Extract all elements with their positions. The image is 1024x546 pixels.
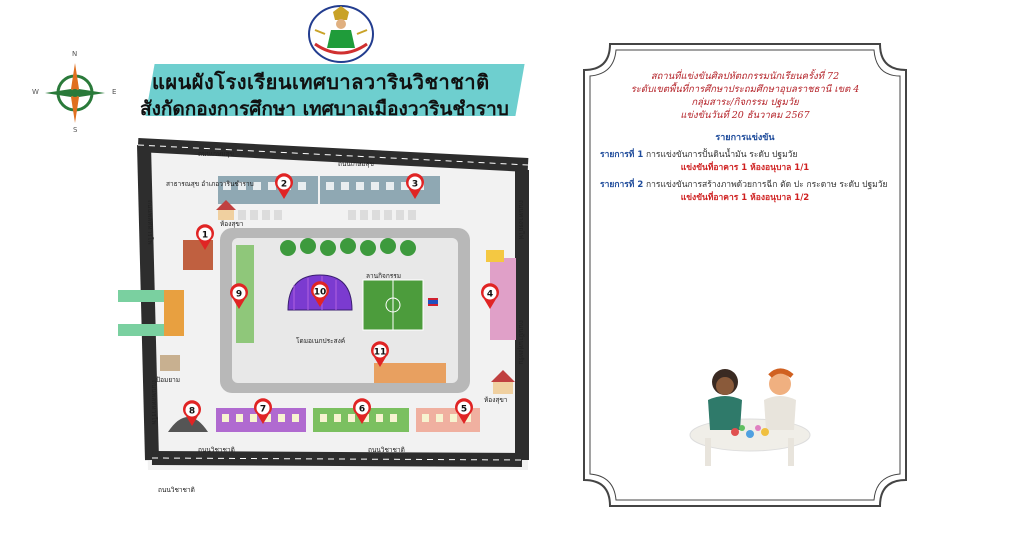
marker-number: 9 [235,289,243,300]
competition-item-1-label: รายการที่ 1 [600,150,644,160]
competition-item-2 [600,179,890,192]
school-logo [307,4,375,64]
marker-number: 7 [259,404,267,415]
marker-number: 3 [411,179,419,190]
map-title: แผนผังโรงเรียนเทศบาลวารินวิชาชาติ [152,70,490,94]
road-bottom1-label: ถนนวิชาชาติ [158,486,195,494]
road-right2-label: ถนนบ้านทุ่งทรับ [517,320,525,365]
marker-number: 11 [373,347,387,358]
public-health-label: สาธารณสุข อำเภอวารินชำราบ [166,180,254,188]
road-top1-label: ถนนเกษมสุข [198,150,234,158]
competition-item-2-text: การแข่งขันการสร้างภาพด้วยการฉีก ตัด ปะ กระดาษ ระดับ ปฐมวัย [645,180,888,190]
competition-item-2-venue: แข่งขันที่อาคาร 1 ห้องอนุบาล 1/2 [680,193,810,203]
parking-label: ป้อมยาม [156,376,181,384]
compass-north-label: N [72,50,78,58]
road-top2-label: ถนนเกษมสุข [338,160,374,168]
competition-item-1-venue: แข่งขันที่อาคาร 1 ห้องอนุบาล 1/1 [680,163,810,173]
road-left-label: ถนนพลทหารโพ [146,200,154,245]
marker-number: 4 [486,289,494,300]
compass-icon [32,50,117,134]
competition-item-2-label: รายการที่ 2 [600,180,644,190]
compass-east-label: E [112,88,117,96]
marker-number: 1 [201,230,209,241]
school-map [108,140,538,494]
compass-west-label: W [32,88,39,96]
marker-number: 10 [313,287,327,298]
road-bottom2-label: ถนนวิชาชาติ [368,446,405,454]
info-panel [600,70,890,205]
marker-number: 2 [280,179,288,190]
road-right-label: ถนนทางรถไฟ [517,200,525,240]
road-bottom-left-label: ถนนพลทหารโพ [150,380,158,425]
playground-label: ลานกิจกรรม [366,272,402,280]
competition-list-title: รายการแข่งขัน [715,133,775,143]
marker-number: 8 [188,406,196,417]
marker-number: 6 [358,404,366,415]
kids-playing-illustration [680,360,820,470]
panel-heading-4: แข่งขันวันที่ 20 ธันวาคม 2567 [680,110,810,121]
road-bottom1-label: ถนนวิชาชาติ [198,446,235,454]
marker-number: 5 [460,404,468,415]
panel-heading-2: ระดับเขตพื้นที่การศึกษาประถมศึกษาอุบลราชธานี เขต 4 [630,84,860,95]
competition-item-1-text: การแข่งขันการปั้นดินน้ำมัน ระดับ ปฐมวัย [645,150,798,160]
toilet-label-2: ห้องสุขา [484,396,508,404]
panel-heading-1: สถานที่แข่งขันศิลปหัตถกรรมนักเรียนครั้งที่ 72 [650,71,840,82]
dome-label: โดมอเนกประสงค์ [296,337,346,345]
competition-item-1 [600,149,890,162]
panel-heading-3: กลุ่มสาระ/กิจกรรม ปฐมวัย [691,97,799,108]
compass-south-label: S [73,126,78,134]
map-subtitle: สังกัดกองการศึกษา เทศบาลเมืองวารินชำราบ [140,98,509,120]
toilet-label-1: ห้องสุขา [220,220,244,228]
